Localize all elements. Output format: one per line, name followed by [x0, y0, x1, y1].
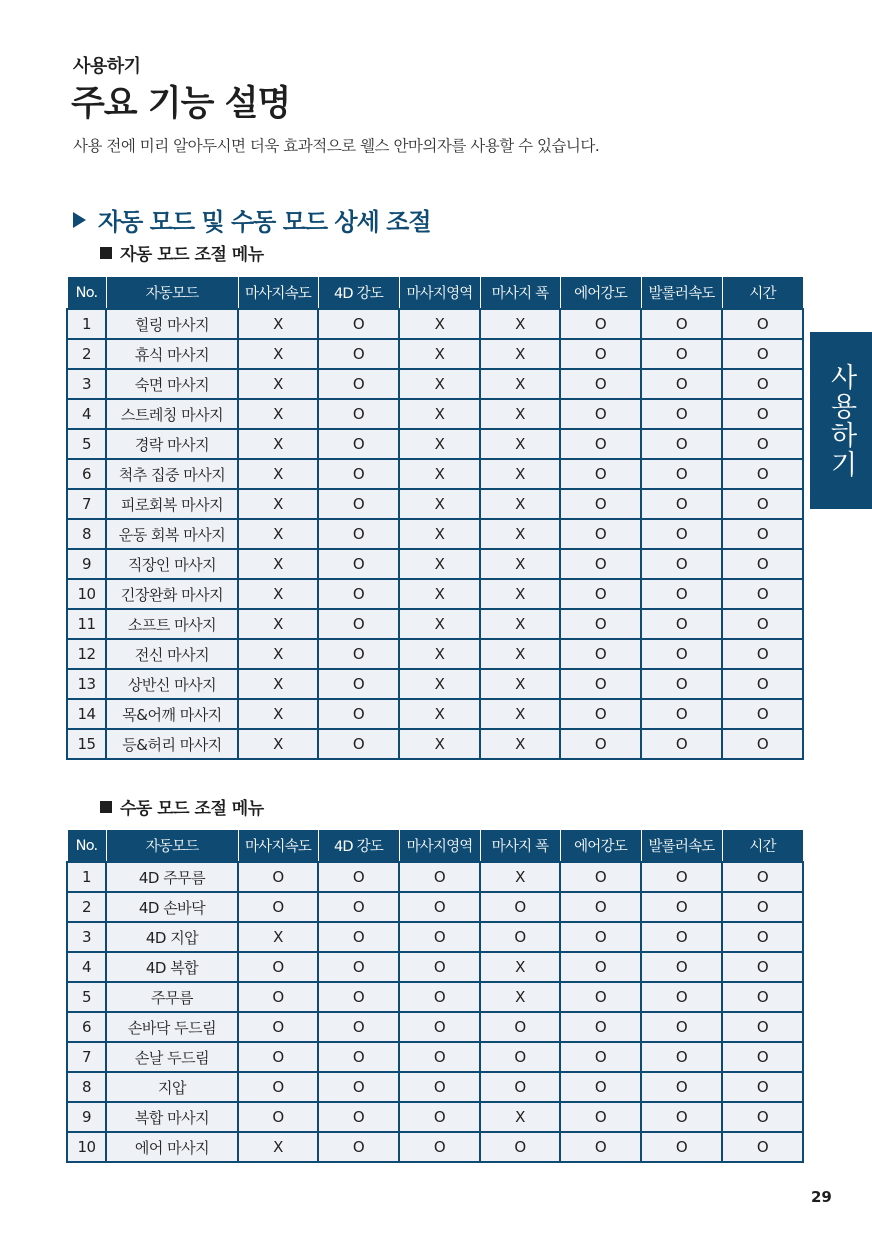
- feature-flag: O: [722, 669, 803, 699]
- mode-name: 주무름: [106, 982, 238, 1012]
- mode-name: 손날 두드림: [106, 1042, 238, 1072]
- table-row: [67, 1132, 803, 1162]
- feature-flag: O: [722, 519, 803, 549]
- feature-flag: X: [238, 399, 318, 429]
- feature-flag: O: [318, 549, 399, 579]
- feature-flag: O: [641, 489, 722, 519]
- feature-flag: O: [560, 549, 641, 579]
- feature-flag: O: [560, 982, 641, 1012]
- table-row: [67, 639, 803, 669]
- square-bullet-icon: [100, 247, 112, 259]
- feature-flag: O: [480, 922, 560, 952]
- table-row: [67, 1012, 803, 1042]
- table-row: [67, 982, 803, 1012]
- feature-flag: X: [238, 309, 318, 339]
- row-number: 1: [67, 309, 106, 339]
- column-header: 시간: [722, 277, 803, 310]
- mode-name: 힐링 마사지: [106, 309, 238, 339]
- mode-name: 등&허리 마사지: [106, 729, 238, 759]
- column-header: 마사지속도: [238, 830, 318, 863]
- column-header: 시간: [722, 830, 803, 863]
- column-header: 에어강도: [560, 830, 641, 863]
- mode-name: 긴장완화 마사지: [106, 579, 238, 609]
- feature-flag: O: [560, 399, 641, 429]
- feature-flag: O: [641, 369, 722, 399]
- row-number: 9: [67, 1102, 106, 1132]
- feature-flag: O: [641, 952, 722, 982]
- feature-flag: O: [318, 952, 399, 982]
- feature-flag: X: [480, 952, 560, 982]
- row-number: 13: [67, 669, 106, 699]
- manual-table-heading-text: 수동 모드 조절 메뉴: [120, 799, 264, 819]
- feature-flag: O: [641, 669, 722, 699]
- feature-flag: O: [238, 1102, 318, 1132]
- feature-flag: O: [641, 1042, 722, 1072]
- page-description: 사용 전에 미리 알아두시면 더욱 효과적으로 웰스 안마의자를 사용할 수 있습니다.: [73, 137, 600, 155]
- section-title: [73, 202, 431, 237]
- row-number: 8: [67, 519, 106, 549]
- feature-flag: X: [238, 339, 318, 369]
- feature-flag: O: [641, 579, 722, 609]
- feature-flag: O: [560, 459, 641, 489]
- feature-flag: O: [318, 1012, 399, 1042]
- mode-name: 스트레칭 마사지: [106, 399, 238, 429]
- row-number: 5: [67, 982, 106, 1012]
- mode-name: 피로회복 마사지: [106, 489, 238, 519]
- feature-flag: O: [722, 892, 803, 922]
- feature-flag: O: [480, 1042, 560, 1072]
- feature-flag: X: [238, 369, 318, 399]
- column-header: No.: [67, 830, 106, 863]
- feature-flag: O: [399, 862, 480, 892]
- row-number: 14: [67, 699, 106, 729]
- feature-flag: O: [722, 309, 803, 339]
- row-number: 4: [67, 952, 106, 982]
- row-number: 2: [67, 339, 106, 369]
- table-row: [67, 669, 803, 699]
- feature-flag: O: [560, 892, 641, 922]
- feature-flag: O: [560, 729, 641, 759]
- feature-flag: O: [238, 892, 318, 922]
- table-row: [67, 609, 803, 639]
- feature-flag: O: [318, 339, 399, 369]
- feature-flag: O: [238, 1042, 318, 1072]
- feature-flag: O: [641, 639, 722, 669]
- feature-flag: O: [318, 729, 399, 759]
- column-header: 마사지 폭: [480, 830, 560, 863]
- table-row: [67, 549, 803, 579]
- feature-flag: X: [238, 429, 318, 459]
- feature-flag: X: [480, 549, 560, 579]
- feature-flag: X: [399, 459, 480, 489]
- mode-name: 휴식 마사지: [106, 339, 238, 369]
- feature-flag: O: [318, 1132, 399, 1162]
- mode-name: 운동 회복 마사지: [106, 519, 238, 549]
- feature-flag: X: [399, 729, 480, 759]
- feature-flag: O: [399, 952, 480, 982]
- feature-flag: X: [480, 309, 560, 339]
- row-number: 4: [67, 399, 106, 429]
- table-row: [67, 1072, 803, 1102]
- row-number: 15: [67, 729, 106, 759]
- page-number: 29: [811, 1188, 832, 1206]
- feature-flag: X: [399, 429, 480, 459]
- table-row: [67, 729, 803, 759]
- feature-flag: X: [238, 579, 318, 609]
- column-header: 발롤러속도: [641, 277, 722, 310]
- feature-flag: O: [238, 982, 318, 1012]
- feature-flag: O: [722, 1072, 803, 1102]
- mode-name: 지압: [106, 1072, 238, 1102]
- row-number: 12: [67, 639, 106, 669]
- feature-flag: O: [641, 862, 722, 892]
- row-number: 3: [67, 369, 106, 399]
- feature-flag: O: [641, 1072, 722, 1102]
- feature-flag: O: [560, 1132, 641, 1162]
- feature-flag: X: [399, 309, 480, 339]
- feature-flag: O: [641, 1102, 722, 1132]
- feature-flag: O: [641, 549, 722, 579]
- feature-flag: O: [560, 922, 641, 952]
- feature-flag: O: [399, 1012, 480, 1042]
- feature-flag: O: [318, 862, 399, 892]
- feature-flag: O: [641, 339, 722, 369]
- mode-name: 경락 마사지: [106, 429, 238, 459]
- feature-flag: O: [641, 399, 722, 429]
- feature-flag: O: [641, 982, 722, 1012]
- side-tab[interactable]: [810, 332, 872, 509]
- feature-flag: X: [480, 339, 560, 369]
- feature-flag: X: [238, 699, 318, 729]
- feature-flag: O: [722, 489, 803, 519]
- manual-table-heading: [100, 794, 264, 819]
- table-header-row: [67, 830, 803, 863]
- feature-flag: O: [641, 609, 722, 639]
- feature-flag: O: [560, 369, 641, 399]
- column-header: 자동모드: [106, 830, 238, 863]
- table-row: [67, 892, 803, 922]
- feature-flag: O: [722, 369, 803, 399]
- row-number: 3: [67, 922, 106, 952]
- row-number: 8: [67, 1072, 106, 1102]
- feature-flag: O: [722, 699, 803, 729]
- feature-flag: O: [399, 1102, 480, 1132]
- triangle-bullet-icon: [73, 212, 86, 228]
- feature-flag: X: [238, 609, 318, 639]
- feature-flag: O: [560, 489, 641, 519]
- feature-flag: O: [318, 519, 399, 549]
- feature-flag: X: [480, 729, 560, 759]
- feature-flag: X: [399, 699, 480, 729]
- feature-flag: O: [641, 309, 722, 339]
- feature-flag: O: [560, 519, 641, 549]
- feature-flag: O: [722, 459, 803, 489]
- feature-flag: O: [560, 1012, 641, 1042]
- feature-flag: X: [399, 519, 480, 549]
- feature-flag: O: [560, 952, 641, 982]
- mode-name: 소프트 마사지: [106, 609, 238, 639]
- table-row: [67, 699, 803, 729]
- row-number: 6: [67, 459, 106, 489]
- feature-flag: O: [722, 982, 803, 1012]
- table-row: [67, 922, 803, 952]
- feature-flag: X: [480, 862, 560, 892]
- feature-flag: X: [480, 519, 560, 549]
- feature-flag: X: [480, 639, 560, 669]
- feature-flag: O: [641, 1132, 722, 1162]
- feature-flag: O: [560, 609, 641, 639]
- feature-flag: O: [399, 922, 480, 952]
- feature-flag: O: [399, 892, 480, 922]
- column-header: 에어강도: [560, 277, 641, 310]
- feature-flag: O: [641, 1012, 722, 1042]
- feature-flag: X: [238, 729, 318, 759]
- row-number: 1: [67, 862, 106, 892]
- feature-flag: O: [318, 489, 399, 519]
- feature-flag: O: [238, 1012, 318, 1042]
- table-row: [67, 519, 803, 549]
- row-number: 9: [67, 549, 106, 579]
- table-row: [67, 399, 803, 429]
- feature-flag: O: [318, 1072, 399, 1102]
- section-title-text: 자동 모드 및 수동 모드 상세 조절: [98, 208, 431, 236]
- mode-name: 상반신 마사지: [106, 669, 238, 699]
- table-row: [67, 1102, 803, 1132]
- column-header: 4D 강도: [318, 830, 399, 863]
- feature-flag: O: [560, 699, 641, 729]
- feature-flag: O: [722, 609, 803, 639]
- mode-name: 복합 마사지: [106, 1102, 238, 1132]
- row-number: 2: [67, 892, 106, 922]
- row-number: 10: [67, 1132, 106, 1162]
- feature-flag: O: [560, 309, 641, 339]
- table-row: [67, 309, 803, 339]
- feature-flag: O: [480, 892, 560, 922]
- feature-flag: X: [399, 669, 480, 699]
- column-header: No.: [67, 277, 106, 310]
- feature-flag: O: [722, 922, 803, 952]
- feature-flag: X: [238, 639, 318, 669]
- column-header: 자동모드: [106, 277, 238, 310]
- feature-flag: O: [722, 339, 803, 369]
- feature-flag: O: [399, 982, 480, 1012]
- feature-flag: X: [238, 549, 318, 579]
- side-tab-label: 사용하기: [825, 362, 857, 479]
- feature-flag: X: [480, 459, 560, 489]
- feature-flag: X: [399, 339, 480, 369]
- feature-flag: O: [318, 609, 399, 639]
- feature-flag: O: [722, 639, 803, 669]
- feature-flag: O: [318, 982, 399, 1012]
- feature-flag: X: [238, 669, 318, 699]
- feature-flag: X: [480, 489, 560, 519]
- feature-flag: O: [480, 1132, 560, 1162]
- feature-flag: O: [399, 1042, 480, 1072]
- feature-flag: X: [480, 369, 560, 399]
- feature-flag: O: [318, 429, 399, 459]
- mode-name: 숙면 마사지: [106, 369, 238, 399]
- feature-flag: O: [318, 892, 399, 922]
- feature-flag: O: [318, 369, 399, 399]
- table-row: [67, 952, 803, 982]
- feature-flag: O: [722, 1012, 803, 1042]
- mode-name: 목&어깨 마사지: [106, 699, 238, 729]
- feature-flag: X: [238, 922, 318, 952]
- feature-flag: O: [560, 1102, 641, 1132]
- feature-flag: O: [641, 729, 722, 759]
- feature-flag: X: [480, 579, 560, 609]
- feature-flag: O: [318, 399, 399, 429]
- feature-flag: O: [318, 309, 399, 339]
- table-row: [67, 369, 803, 399]
- page-title: 주요 기능 설명: [71, 84, 291, 124]
- feature-flag: X: [480, 429, 560, 459]
- mode-name: 4D 지압: [106, 922, 238, 952]
- column-header: 발롤러속도: [641, 830, 722, 863]
- table-row: [67, 862, 803, 892]
- feature-flag: O: [722, 1102, 803, 1132]
- feature-flag: X: [480, 699, 560, 729]
- feature-flag: X: [399, 549, 480, 579]
- feature-flag: O: [641, 922, 722, 952]
- auto-table-heading-text: 자동 모드 조절 메뉴: [120, 245, 264, 265]
- mode-name: 척추 집중 마사지: [106, 459, 238, 489]
- feature-flag: O: [318, 579, 399, 609]
- feature-flag: O: [480, 1012, 560, 1042]
- feature-flag: O: [480, 1072, 560, 1102]
- table-row: [67, 489, 803, 519]
- column-header: 마사지속도: [238, 277, 318, 310]
- feature-flag: X: [238, 459, 318, 489]
- feature-flag: O: [560, 579, 641, 609]
- table-header-row: [67, 277, 803, 310]
- feature-flag: O: [318, 669, 399, 699]
- feature-flag: O: [641, 429, 722, 459]
- feature-flag: X: [399, 369, 480, 399]
- mode-name: 에어 마사지: [106, 1132, 238, 1162]
- feature-flag: X: [399, 579, 480, 609]
- manual-mode-table: [66, 829, 804, 1163]
- feature-flag: O: [722, 952, 803, 982]
- column-header: 마사지영역: [399, 830, 480, 863]
- feature-flag: O: [722, 429, 803, 459]
- feature-flag: O: [722, 1132, 803, 1162]
- feature-flag: X: [480, 609, 560, 639]
- table-row: [67, 339, 803, 369]
- row-number: 10: [67, 579, 106, 609]
- page-subtitle: 사용하기: [73, 56, 141, 77]
- feature-flag: X: [399, 639, 480, 669]
- auto-mode-table: [66, 276, 804, 760]
- table-row: [67, 579, 803, 609]
- feature-flag: O: [560, 669, 641, 699]
- feature-flag: O: [722, 862, 803, 892]
- feature-flag: O: [318, 922, 399, 952]
- mode-name: 손바닥 두드림: [106, 1012, 238, 1042]
- feature-flag: X: [480, 669, 560, 699]
- feature-flag: O: [238, 862, 318, 892]
- column-header: 마사지 폭: [480, 277, 560, 310]
- column-header: 4D 강도: [318, 277, 399, 310]
- feature-flag: X: [399, 609, 480, 639]
- feature-flag: X: [238, 519, 318, 549]
- row-number: 7: [67, 489, 106, 519]
- auto-table-heading: [100, 240, 264, 265]
- row-number: 6: [67, 1012, 106, 1042]
- feature-flag: O: [238, 952, 318, 982]
- mode-name: 4D 손바닥: [106, 892, 238, 922]
- mode-name: 4D 복합: [106, 952, 238, 982]
- feature-flag: X: [480, 982, 560, 1012]
- feature-flag: X: [238, 489, 318, 519]
- feature-flag: O: [722, 729, 803, 759]
- mode-name: 전신 마사지: [106, 639, 238, 669]
- feature-flag: O: [399, 1132, 480, 1162]
- feature-flag: O: [722, 1042, 803, 1072]
- table-row: [67, 459, 803, 489]
- feature-flag: X: [399, 399, 480, 429]
- feature-flag: O: [641, 892, 722, 922]
- feature-flag: X: [238, 1132, 318, 1162]
- feature-flag: X: [399, 489, 480, 519]
- feature-flag: O: [641, 519, 722, 549]
- feature-flag: X: [480, 1102, 560, 1132]
- column-header: 마사지영역: [399, 277, 480, 310]
- feature-flag: O: [560, 339, 641, 369]
- feature-flag: O: [318, 1102, 399, 1132]
- mode-name: 4D 주무름: [106, 862, 238, 892]
- feature-flag: O: [318, 1042, 399, 1072]
- feature-flag: O: [641, 459, 722, 489]
- feature-flag: O: [560, 1042, 641, 1072]
- row-number: 5: [67, 429, 106, 459]
- row-number: 7: [67, 1042, 106, 1072]
- row-number: 11: [67, 609, 106, 639]
- feature-flag: X: [480, 399, 560, 429]
- feature-flag: O: [560, 1072, 641, 1102]
- table-row: [67, 1042, 803, 1072]
- feature-flag: O: [238, 1072, 318, 1102]
- feature-flag: O: [399, 1072, 480, 1102]
- feature-flag: O: [722, 399, 803, 429]
- square-bullet-icon: [100, 801, 112, 813]
- feature-flag: O: [560, 639, 641, 669]
- feature-flag: O: [641, 699, 722, 729]
- mode-name: 직장인 마사지: [106, 549, 238, 579]
- table-row: [67, 429, 803, 459]
- feature-flag: O: [722, 549, 803, 579]
- feature-flag: O: [318, 699, 399, 729]
- feature-flag: O: [722, 579, 803, 609]
- feature-flag: O: [318, 459, 399, 489]
- feature-flag: O: [560, 429, 641, 459]
- feature-flag: O: [318, 639, 399, 669]
- feature-flag: O: [560, 862, 641, 892]
